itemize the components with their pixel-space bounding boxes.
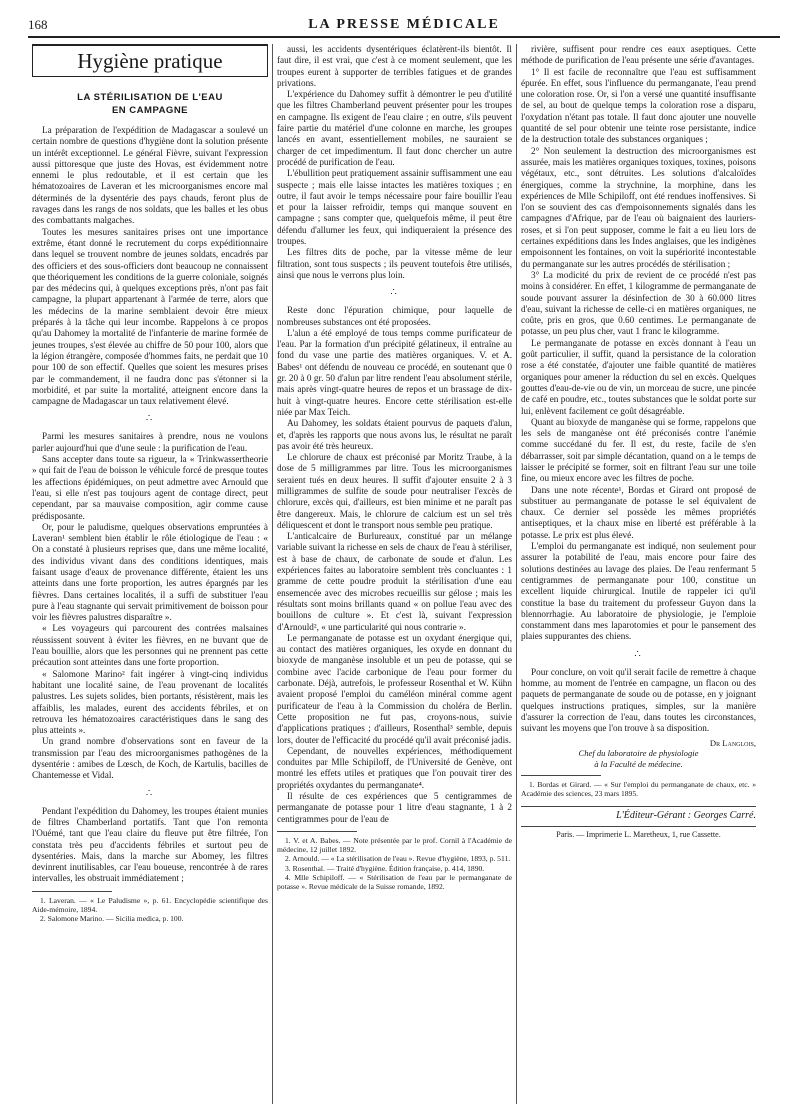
section-separator: ∴: [145, 413, 155, 425]
paragraph: Cependant, de nouvelles expériences, méthodiquement conduites par Mlle Schipiloff, de l'Université de Genève, ont montré les effets utiles et pratiques que l'on pouvait tirer des propriétés oxydantes du permanganate⁴.: [277, 745, 512, 790]
paragraph: Quant au bioxyde de manganèse qui se forme, rappelons que les sels de manganèse ont été préconisés contre l'anémie comme succédané du fer. Il est, du reste, facile de s'en débarrasser, soit par simple décantation, quand on a le temps de laisser le précipité se former, soit en filtrant l'eau sur une toile fine, ou mieux encore avec les filtres de poche.: [521, 416, 756, 484]
footnote: 1. V. et A. Babes. — Note présentée par le prof. Cornil à l'Académie de médecine, 12 juillet 1892.: [277, 835, 512, 855]
footnotes: [521, 780, 756, 798]
page-number: 168: [28, 17, 48, 32]
paragraph: Il résulte de ces expériences que 5 centigrammes de permanganate de potasse pour 1 litre d'eau stagnante, 1 à 2 centigrammes pour de l'eau de: [277, 791, 512, 824]
footnote: 2. Arnould. — « La stérilisation de l'eau ». Revue d'hygiène, 1893, p. 511.: [285, 854, 511, 864]
author-signature: [521, 738, 756, 770]
journal-page: [28, 14, 780, 1104]
journal-title: LA PRESSE MÉDICALE: [308, 17, 500, 32]
section-title: Hygiène pratique: [32, 44, 268, 77]
paragraph: « Salomone Marino² fait ingérer à vingt-cinq individus habitant une localité saine, de l'eau provenant de localités palustres. Les sujets solides, bien portants, résistèrent, mais les affaiblis, les malades, eurent des accidents fébriles, et on retrouva les hématozoaires caractéristiques dans le sang des plus atteints ».: [32, 668, 268, 736]
article-title: [32, 91, 268, 117]
footnote: 3. Rosenthal. — Traité d'hygiène. Édition française, p. 414, 1890.: [285, 863, 485, 873]
paragraph: Le permanganate de potasse en excès donnant à l'eau un goût particulier, il suffit, quand la persistance de la coloration rose a été constatée, d'ajouter une faible quantité de matières organiques pour amener la réduction du sel en excès. Quelques gouttes d'eau-de-vie ou de vin, un morceau de sucre, une pincée de café en poudre, etc., toutes substances que le soldat porte sur lui, enlèvent facilement ce goût désagréable.: [521, 337, 756, 416]
paragraph: L'alun a été employé de tous temps comme purificateur de l'eau. Par la formation d'un précipité gélatineux, il entraîne au fond du vase une partie des matières organiques. V. et A. Babes¹ ont défendu de nouveau ce procédé, en soutenant que 0 gr. 20 à 0 gr. 50 d'alun par litre rendent l'eau absolument stérile, mais après vingt-quatre heures de repos et un brassage de dix-huit à vingt-quatre heures. Encore cette stérilisation est-elle niée par Max Teich.: [277, 327, 512, 417]
section-separator: ∴: [634, 648, 643, 660]
paragraph: Sans accepter dans toute sa rigueur, la « Trinkwassertheorie » qui fait de l'eau de boisson le véhicule forcé de presque toutes les affections épidémiques, on peut admettre avec Arnould que l'eau, si elle n'est pas toujours agent de contage direct, peut cependant, par sa mauvaise composition, agir comme cause prédisposante.: [32, 454, 268, 521]
footnote: 4. Mlle Schipiloff. — « Stérilisation de l'eau par le permanganate de potasse ». Revue médicale de la Suisse romande, 1892.: [277, 872, 512, 891]
author-title: Chef du laboratoire de physiologie: [578, 748, 699, 759]
paragraph: Le chlorure de chaux est préconisé par Moritz Traube, à la dose de 5 milligrammes par litre. Tous les microorganismes seraient tués en deux heures. Il suffit d'ajouter ensuite 2 à 3 milligrammes de sulfite de soude pour neutraliser l'excès de chlorure, excès qui, d'ailleurs, est bien minime et ne paraît pas être dangereux. Mais, le chlorure de calcium est un sel très déliquescent et dont le transport nous semble peu pratique.: [277, 452, 512, 530]
paragraph: Le permanganate de potasse est un oxydant énergique qui, au contact des matières organiques, les oxyde en donnant du bioxyde de manganèse insoluble et un peu de potasse, qui se combine avec l'acide carbonique de l'eau pour former du carbonate. Déjà, autrefois, le professeur Rosenthal et W. Kühn avaient proposé l'emploi du caméléon minéral comme agent purificateur de l'eau à la Commission du choléra de Berlin. Cette proposition ne fut pas, croyons-nous, suivie d'applications pratiques ; d'ailleurs, Rosenthal³ semble, depuis lors, douter de l'efficacité du procédé qu'il avait préconisé jadis.: [277, 632, 512, 745]
paragraph: Reste donc l'épuration chimique, pour laquelle de nombreuses substances ont été proposées.: [277, 305, 512, 327]
column-3: [516, 44, 760, 1104]
paragraph: Un grand nombre d'observations sont en faveur de la transmission par l'eau des microorganismes pathogènes de la dysentérie : amibes de Lœsch, de Koch, de Kartulis, bacilles de Chantemesse et Vidal.: [32, 736, 268, 781]
paragraph: Pour conclure, on voit qu'il serait facile de remettre à chaque homme, au moment de l'entrée en campagne, un flacon ou des paquets de permanganate de soude ou de potasse, en y joignant quelques instructions pratiques, simples, sur la manière d'assurer la correction de l'eau, dans toutes les circonstances, suivant les moyens que l'on trouve à sa disposition.: [521, 666, 756, 734]
footnote-rule: [521, 775, 601, 776]
paragraph: L'ébullition peut pratiquement assainir suffisamment une eau suspecte ; mais elle laisse intactes les matières toxiques ; en outre, il faut avoir le temps nécessaire pour faire bouillir l'eau et pour la laisser refroidir, temps qui manque souvent en campagne ; sans compter que, quelquefois même, il peut être défendu d'allumer les feux, qui indiqueraient la présence des troupes.: [277, 168, 512, 247]
paragraph: Au Dahomey, les soldats étaient pourvus de paquets d'alun, et, d'après les rapports que nous avons lus, le résultat ne paraît pas avoir été très heureux.: [277, 418, 512, 451]
article-title-line-1: LA STÉRILISATION DE L'EAU: [77, 92, 223, 103]
footnotes: [32, 896, 268, 924]
paragraph: Dans une note récente¹, Bordas et Girard ont proposé de substituer au permanganate de potasse le sel équivalent de chaux. Ce dernier sel possède les mêmes propriétés antiseptiques, et la chaux mise en liberté est préférable à la potasse. Le prix est plus élevé.: [521, 484, 756, 540]
footnote-rule: [277, 831, 357, 832]
paragraph: L'anticalcaire de Burlureaux, constitué par un mélange variable suivant la richesse en sels de chaux de l'eau à stériliser, est à base de chaux, de carbonate de soude et d'alun. Les expériences faites au laboratoire semblent très concluantes : 1 gramme de cette poudre produit la stérilisation d'une eau ensemencée avec des microbes recueillis sur gélose ; mais les résultats sont moins brillants quand « on pollue l'eau avec des bouillons de culture ». Et c'est là, suivant l'expression d'Arnould², « une particularité qui nous contrarie ».: [277, 531, 512, 632]
footnote: 1. Bordas et Girard. — « Sur l'emploi du permanganate de chaux, etc. » Académie des sciences, 23 mars 1895.: [521, 780, 756, 799]
section-separator: ∴: [390, 287, 399, 299]
paragraph: Pendant l'expédition du Dahomey, les troupes étaient munies de filtres Chamberland portatifs. Tant que l'on remonta l'Ouémé, tant que l'eau claire du fleuve put être filtrée, l'on constata très peu d'accidents fébriles et surtout peu de dysentéries. Mais, dans la marche sur Abomey, les filtres devinrent inutilisables, car l'eau boueuse, rencontrée à de rares intervalles, les obstruait immédiatement ;: [32, 805, 268, 884]
article-columns: [28, 44, 780, 1104]
section-separator: ∴: [145, 787, 155, 799]
paragraph: La préparation de l'expédition de Madagascar a soulevé un certain nombre de questions d'hygiène dont la solution présente un intérêt exceptionnel. Le général Fièvre, suivant l'expression aussi pittoresque que juste des Hovas, est évidemment notre ennemi le plus redoutable, et il est certain que les hématozoaires de Laveran et les microorganismes encore mal déterminés de la dysentérie des pays chauds, feront plus de ravages dans les rangs de nos soldats, que les balles et les obus des combattants malgaches.: [32, 125, 268, 226]
running-header: [28, 14, 780, 38]
footnote: 1. Laveran. — « Le Paludisme », p. 61. Encyclopédie scientifique des Aide-mémoire, 1894.: [32, 895, 268, 914]
footnote-rule: [32, 891, 112, 892]
editor-line: L'Éditeur-Gérant : Georges Carré.: [521, 806, 756, 821]
column-1: [28, 44, 272, 1104]
paragraph: L'expérience du Dahomey suffit à démontrer le peu d'utilité que les filtres Chamberland peuvent présenter pour les troupes en campagne. Ils exigent de l'eau claire ; en outre, s'ils peuvent faire partie du matériel d'une colonne en marche, les groupes lancés en avant, essentiellement mobiles, ne sauraient se charger de cet impedimentum. Il faut donc chercher un autre procédé de purification de l'eau.: [277, 89, 512, 167]
author-name: Dr Langlois,: [709, 737, 756, 748]
paragraph: Parmi les mesures sanitaires à prendre, nous ne voulons parler aujourd'hui que d'une seule : la purification de l'eau.: [32, 431, 268, 453]
paragraph: Toutes les mesures sanitaires prises ont une importance extrême, étant donné le recrutement du corps expéditionnaire dans lequel se trouvent nombre de jeunes soldats, encadrés par des officiers et des sous-officiers dont beaucoup ne connaissent que théoriquement les conditions de la guerre coloniale, soignés par des médecins qui, à quelques exceptions près, n'ont pas fait campagne, la plupart appartenant à l'armée de terre, alors que les médecins de la marine semblaient devoir être mieux préparés à la tâche qui leur incombe. Rappelons à ce propos qu'au Dahomey la mortalité de l'infanterie de marine formée de jeunes troupes, s'est élevée au chiffre de 50 pour 100, alors que la légion étrangère, composée d'hommes faits, ne perdait que 10 pour 100 de son effectif. Quelles que soient les mesures prises par le commandement, il ne faudra donc pas s'étonner si la morbidité, et par suite la mortalité, atteignent encore dans la campagne de Madagascar un taux relativement élevé.: [32, 226, 268, 407]
paragraph: L'emploi du permanganate est indiqué, non seulement pour assurer la potabilité de l'eau, mais encore pour faire des solutions destinées au lavage des plaies. De l'eau renfermant 5 centigrammes de permanganate pour 100, constitue un excellent liquide chirurgical. Inutile de rappeler ici qu'il constitue la base du traitement du professeur Guyon dans la blennorrhagie. Au laboratoire de physiologie, je l'emploie constamment dans mes laparotomies et pour le pansement des plaies suppurantes des chiens.: [521, 541, 756, 642]
paragraph: Les filtres dits de poche, par la vitesse même de leur filtration, sont tous suspects ; ils peuvent toutefois être utilisés, ainsi que nous le verrons plus loin.: [277, 247, 512, 280]
footnotes: [277, 836, 512, 891]
article-title-line-2: EN CAMPAGNE: [111, 105, 189, 116]
printer-line: Paris. — Imprimerie L. Maretheux, 1, rue Cassette.: [521, 826, 756, 840]
column-2: [272, 44, 516, 1104]
footnote: 2. Salomone Marino. — Sicilia medica, p. 100.: [40, 914, 184, 924]
paragraph: aussi, les accidents dysentériques éclatèrent-ils bientôt. Il faut dire, il est vrai, que c'est à ce moment seulement, que les troupes eurent à supporter de terribles fatigues et de grandes privations.: [277, 44, 512, 88]
paragraph: 1° Il est facile de reconnaître que l'eau est suffisamment épurée. En effet, sous l'influence du permanganate, l'eau prend une coloration rose. Or, si l'on a versé une quantité insuffisante de sel, au bout de quelque temps la coloration rose a disparu, l'oxydation n'étant pas totale. Il faut donc ajouter une nouvelle quantité de sel pour obtenir une teinte rose persistante, indice de la destruction totale des substances organiques ;: [521, 66, 756, 145]
paragraph: rivière, suffisent pour rendre ces eaux aseptiques. Cette méthode de purification de l'eau présente une série d'avantages.: [521, 44, 756, 66]
paragraph: 2° Non seulement la destruction des microorganismes est assurée, mais les matières organiques toxiques, toxines, poisons végétaux, etc., sont détruites. Les solutions d'alcaloïdes énergiques, comme la strychnine, la morphine, dans les expériences de Mlle Schipiloff, ont été rendues inoffensives. Si l'on se souvient des cas d'empoisonnements signalés dans les campagnes d'Afrique, par de l'eau où baignaient des lauriers-roses, et si l'on peut supposer, comme le fait a eu lieu lors de certaines expéditions dans les Indes anglaises, que les indigènes empoisonnent les fontaines, on voit la supériorité incontestable du permanganate sur les autres procédés de stérilisation ;: [521, 145, 756, 269]
paragraph: 3° La modicité du prix de revient de ce procédé n'est pas moins à considérer. En effet, 1 kilogramme de permanganate de soude pouvant assurer la désinfection de 30 à 60.000 litres d'eau, suivant la richesse de celle-ci en matières organiques, ne coûte, pris en gros, que 0.60 centimes. Le permanganate de potasse, un peu plus cher, vaut 1 franc le kilogramme.: [521, 269, 756, 337]
paragraph: Or, pour le paludisme, quelques observations empruntées à Laveran¹ semblent bien établir le rôle étiologique de l'eau : « On a constaté à plusieurs reprises que, dans une même localité, des individus vivant dans des conditions identiques, mais faisant usage d'eaux de provenance différente, étaient les uns atteints dans une forte proportion, les autres épargnés par les fièvres. Dans certaines localités, il a suffi de substituer l'eau pure à l'eau stagnante qui servait primitivement de boisson pour voir les fièvres palustres disparaître ».: [32, 521, 268, 623]
author-affiliation: à la Faculté de médecine.: [594, 758, 683, 769]
paragraph: « Les voyageurs qui parcourent des contrées malsaines réussissent souvent à éviter les fièvres, en ne buvant que de l'eau bouillie, alors que les personnes qui ne prennent pas cette précaution sont atteintes dans une forte proportion.: [32, 623, 268, 668]
